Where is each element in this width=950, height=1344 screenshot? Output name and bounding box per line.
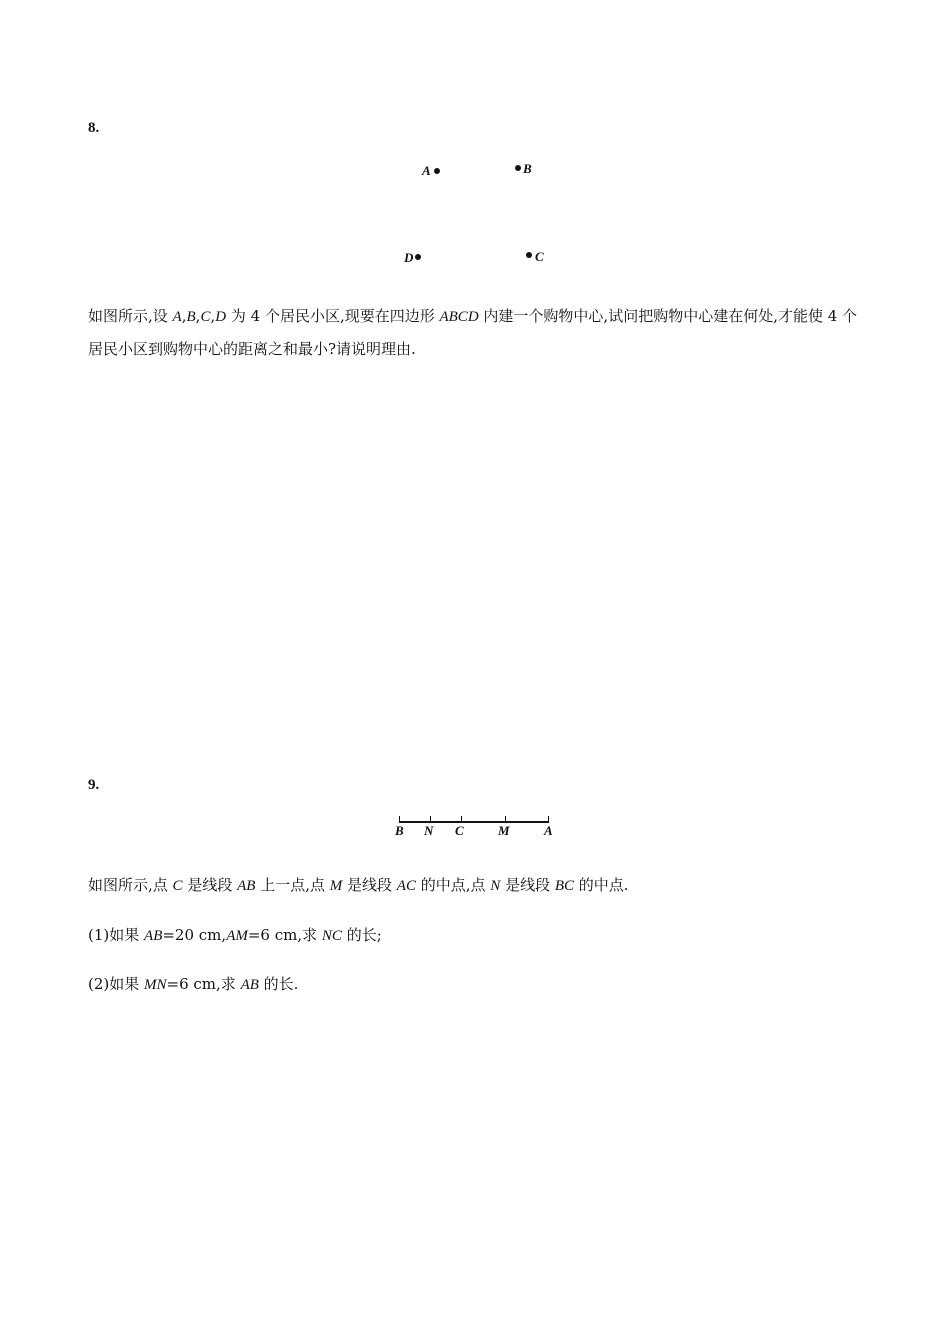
segment-label-b: B	[395, 823, 404, 838]
tick-m	[505, 816, 506, 822]
point-label-d: D	[404, 250, 414, 265]
point-label-b: B	[523, 161, 532, 176]
point-label-c: C	[535, 249, 544, 264]
tick-b	[399, 816, 400, 822]
question-9-part-1: (1)如果 AB=20 cm,AM=6 cm,求 NC 的长;	[88, 926, 382, 944]
segment-label-a: A	[544, 823, 553, 838]
question-8-text: 如图所示,设 A,B,C,D 为 4 个居民小区,现要在四边形 ABCD 内建一个购物中心,试问把购物中心建在何处,才能使 4 个居民小区到购物中心的距离之和最小?请说明理由.	[88, 307, 858, 358]
tick-c	[461, 816, 462, 822]
tick-a	[548, 816, 549, 822]
question-9-intro: 如图所示,点 C 是线段 AB 上一点,点 M 是线段 AC 的中点,点 N 是线段 BC 的中点.	[88, 876, 629, 894]
segment-ab-line	[399, 821, 549, 823]
point-label-a: A	[422, 163, 431, 178]
segment-label-n: N	[424, 823, 434, 838]
question-9-number: 9.	[88, 777, 100, 793]
point-c-dot	[526, 252, 532, 258]
point-d-dot	[415, 254, 421, 260]
point-a-dot	[434, 168, 440, 174]
question-8-number: 8.	[88, 120, 100, 136]
point-b-dot	[515, 165, 521, 171]
segment-label-c: C	[455, 823, 464, 838]
tick-n	[430, 816, 431, 822]
segment-label-m: M	[498, 823, 510, 838]
question-9-part-2: (2)如果 MN=6 cm,求 AB 的长.	[88, 975, 299, 993]
